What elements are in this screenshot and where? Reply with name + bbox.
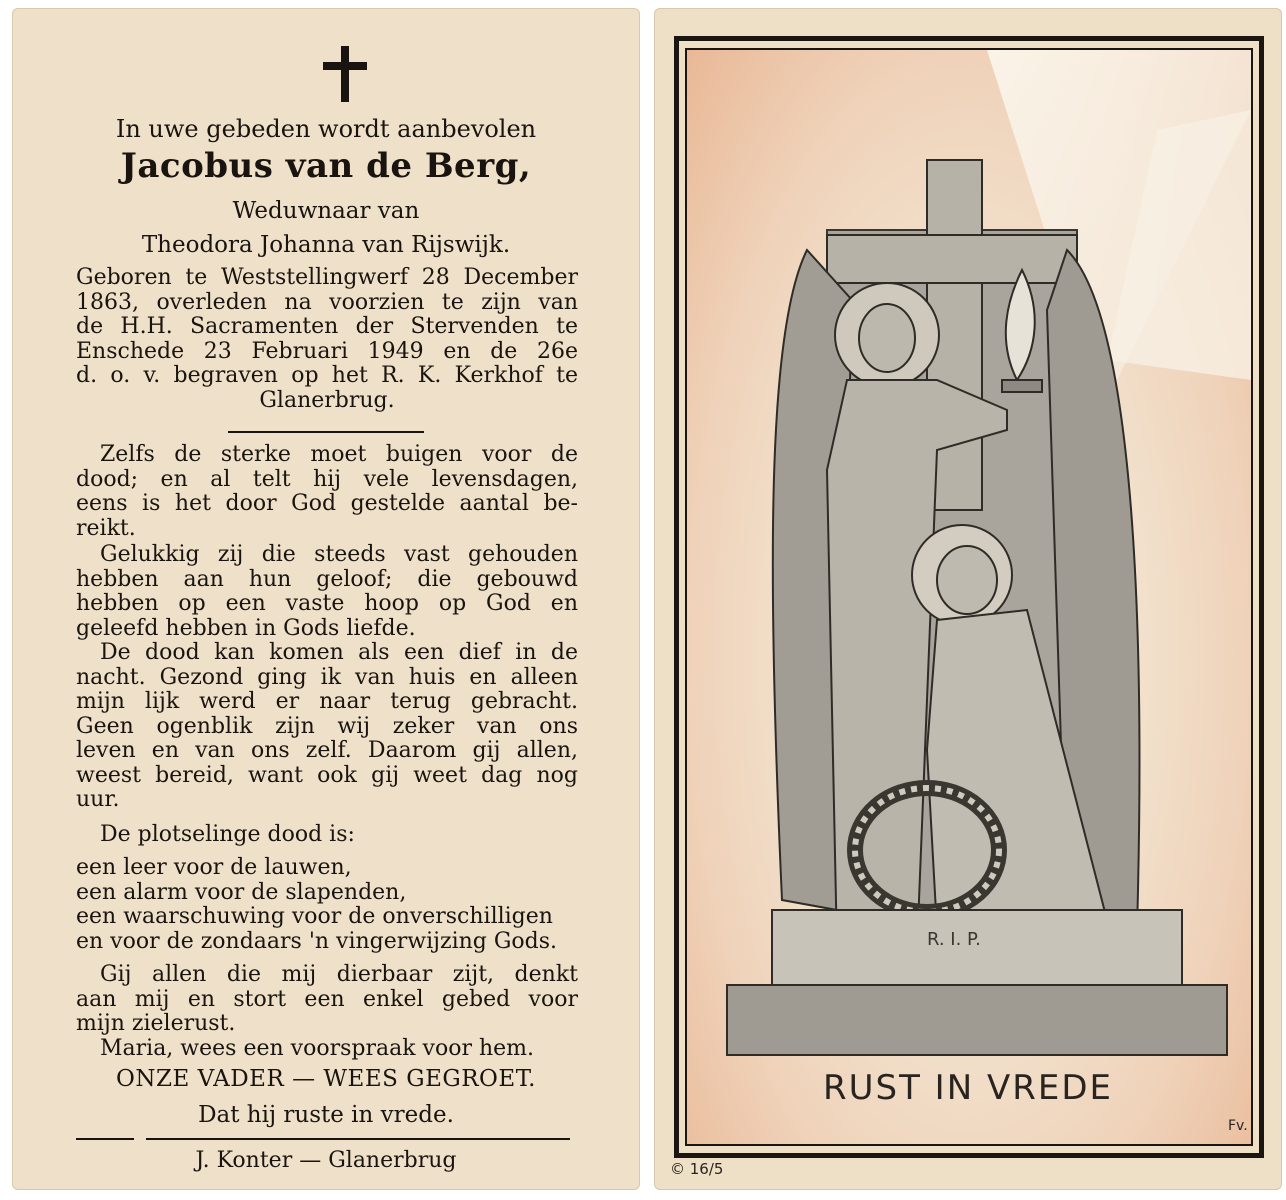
rest-in-peace-caption: RUST IN VREDE	[823, 1068, 1113, 1108]
verse-line: De plotselinge dood is:	[100, 822, 355, 847]
bio-line: Enschede 23 Februari 1949 en de 26e	[76, 338, 578, 364]
rip-inscription: R. I. P.	[927, 929, 981, 950]
copyright-mark: © 16/5	[670, 1160, 724, 1178]
figure-head	[937, 546, 997, 614]
verse-line: eens is het door God gestelde aantal be-	[76, 491, 578, 516]
cross-icon	[323, 46, 367, 102]
sudden-death-list	[76, 856, 578, 954]
sudden-death-intro	[76, 823, 578, 848]
bio-line: de H.H. Sacramenten der Stervenden te	[76, 314, 578, 339]
verse-line: De dood kan komen als een dief in de	[100, 640, 578, 665]
verse-line: Geen ogenblik zijn wij zeker van ons	[76, 713, 578, 739]
footer-rule-right	[146, 1138, 570, 1140]
verse-line: mijn zielerust.	[76, 1011, 236, 1036]
image-card	[654, 8, 1282, 1190]
verse-line: Zelfs de sterke moet buigen voor de	[100, 442, 578, 467]
artist-signature: Fv.	[1228, 1118, 1248, 1134]
angel-head	[859, 304, 915, 372]
separator	[228, 431, 424, 433]
list-item: en voor de zondaars 'n vingerwijzing Gods.	[76, 928, 558, 954]
bio-line: d. o. v. begraven op het R. K. Kerkhof te	[76, 363, 578, 388]
verse-line: geleefd hebben in Gods liefde.	[76, 615, 416, 641]
plinth-base	[727, 985, 1227, 1055]
widower-line: Weduwnaar van	[232, 198, 420, 224]
maria-line: Maria, wees een voorspraak voor hem.	[100, 1035, 535, 1061]
verse-line: mijn lijk werd er naar terug gebracht.	[76, 689, 578, 714]
verse-line: Gelukkig zij die steeds vast gehouden	[100, 542, 578, 567]
bio-line: Glanerbrug.	[259, 387, 395, 413]
bio-line: 1863, overleden na voorzien te zijn van	[76, 289, 578, 315]
torch-icon	[1002, 380, 1042, 392]
illustration	[685, 48, 1253, 1146]
bio-line: Geboren te Weststellingwerf 28 December	[76, 265, 578, 290]
intro-line: In uwe gebeden wordt aanbevolen	[115, 115, 537, 143]
verse-line: dood; en al telt hij vele levensdagen,	[76, 466, 578, 492]
verse-death	[76, 641, 578, 813]
biography	[76, 266, 578, 413]
verse-line: uur.	[76, 787, 120, 812]
verse-line: Gij allen die mij dierbaar zijt, denkt	[100, 962, 578, 987]
printer-line: J. Konter — Glanerbrug	[195, 1148, 457, 1173]
rest-line: Dat hij ruste in vrede.	[198, 1102, 454, 1128]
verse-line: hebben aan hun geloof; die gebouwd	[76, 566, 578, 592]
memorial-sculpture-illustration	[687, 50, 1251, 1144]
verse-remember	[76, 963, 578, 1061]
verse-line: aan mij en stort een enkel gebed voor	[76, 986, 578, 1012]
verse-line: leven en van ons zelf. Daarom gij allen,	[76, 738, 578, 763]
spouse-name: Theodora Johanna van Rijswijk.	[141, 232, 511, 258]
plinth-top	[772, 910, 1182, 990]
verse-line: reikt.	[76, 515, 136, 541]
list-item: een alarm voor de slapenden,	[76, 879, 407, 905]
verse-faith	[76, 543, 578, 641]
verse-line: weest bereid, want ook gij weet dag nog	[76, 762, 578, 788]
verse-strength	[76, 443, 578, 541]
list-item: een waarschuwing voor de onverschilligen	[76, 904, 553, 929]
deceased-name: Jacobus van de Berg,	[120, 146, 532, 186]
verse-line: hebben op een vaste hoop op God en	[76, 591, 578, 616]
prayer-line: ONZE VADER — WEES GEGROET.	[116, 1066, 536, 1092]
text-card	[12, 8, 640, 1190]
list-item: een leer voor de lauwen,	[76, 855, 352, 880]
verse-line: nacht. Gezond ging ik van huis en alleen	[76, 664, 578, 690]
footer-rule-left	[76, 1138, 134, 1140]
